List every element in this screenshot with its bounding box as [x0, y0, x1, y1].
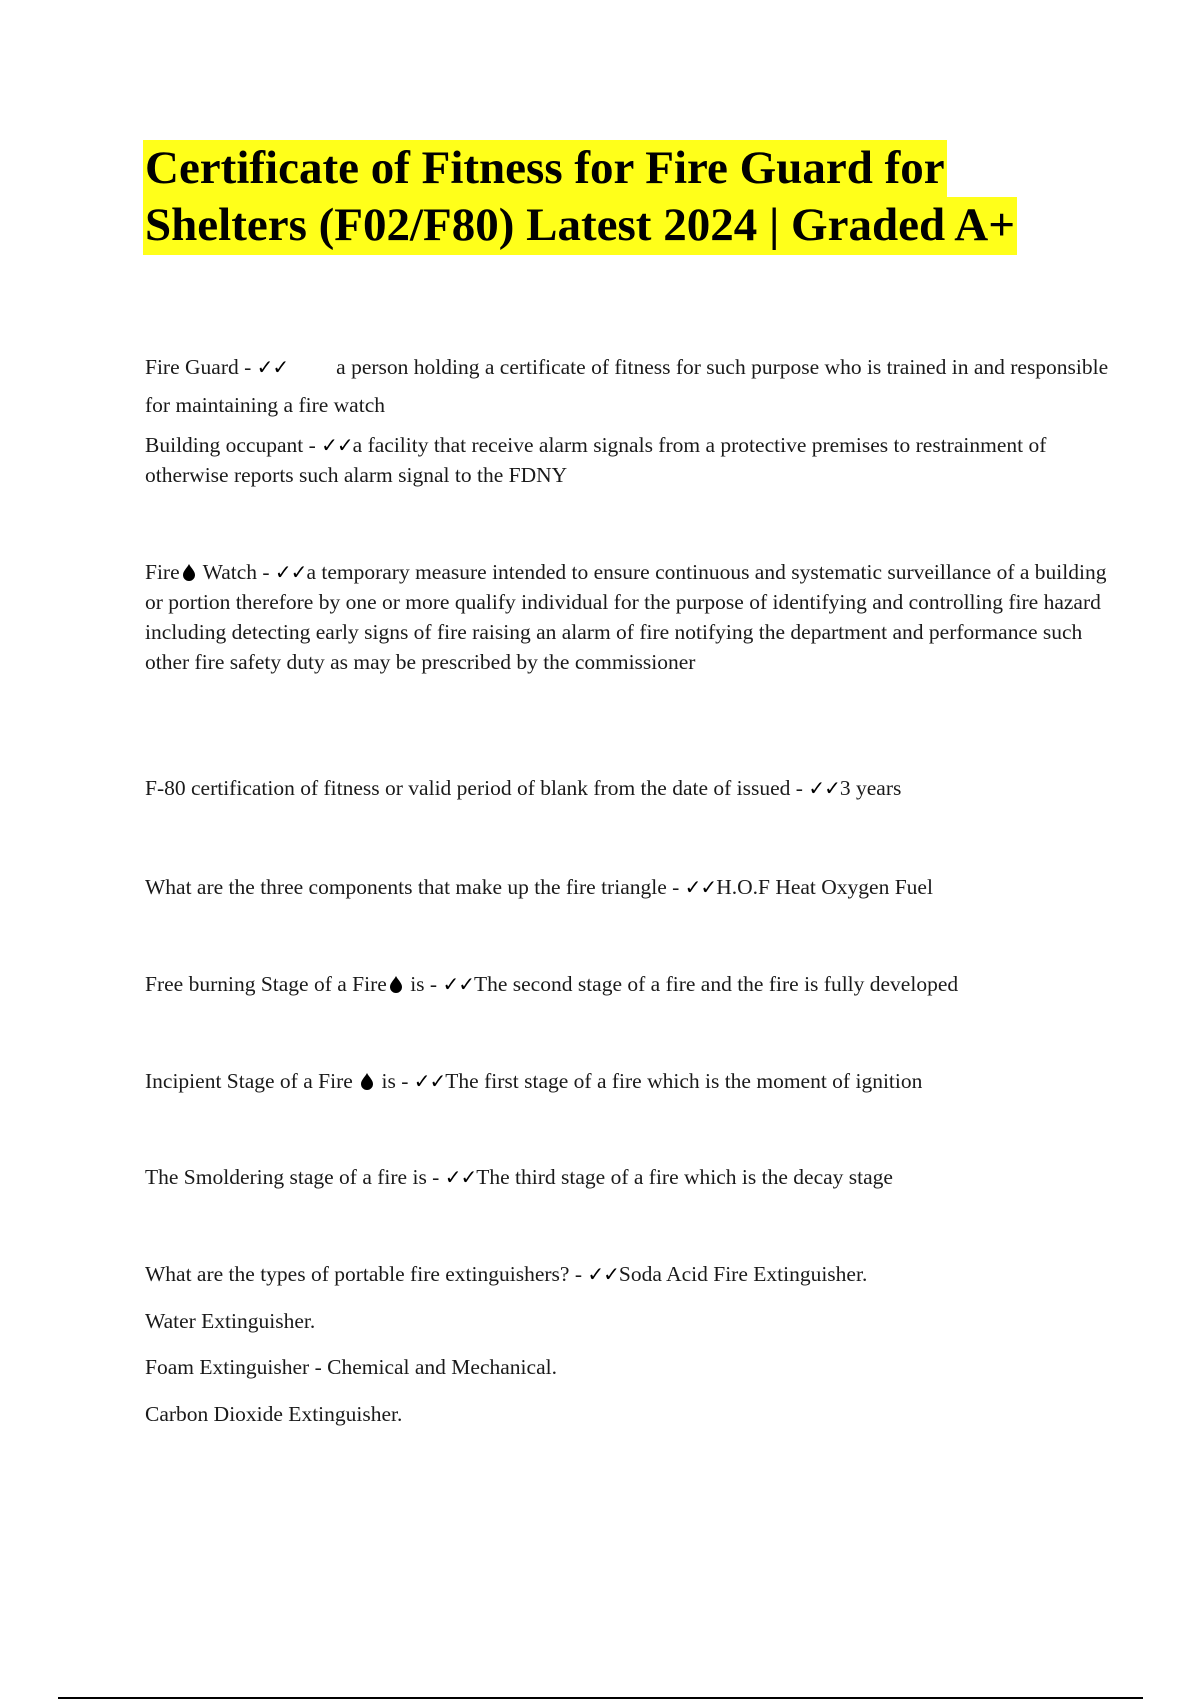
entry-term: Fire Guard -: [145, 355, 257, 379]
entry-term-before-icon: Incipient Stage of a Fire: [145, 1069, 359, 1093]
extinguisher-type-line: Foam Extinguisher - Chemical and Mechanical.: [145, 1355, 557, 1379]
entry-term: The Smoldering stage of a fire is -: [145, 1165, 445, 1189]
entry-term-before-icon: Fire: [145, 560, 180, 584]
check-icon: ✓✓: [684, 875, 717, 899]
extinguisher-type-line: Carbon Dioxide Extinguisher.: [145, 1402, 403, 1426]
entry-answer: Soda Acid Fire Extinguisher.: [618, 1262, 868, 1286]
fire-drop-icon: [182, 563, 196, 581]
entry-fire-guard: [145, 348, 1110, 424]
title-line-2: Shelters (F02/F80) Latest 2024 | Graded A+: [143, 197, 1017, 255]
fire-drop-icon: [389, 975, 403, 993]
check-icon: ✓✓: [413, 1069, 446, 1093]
entry-term: What are the three components that make up the fire triangle -: [145, 875, 685, 899]
entry-term: What are the types of portable fire extinguishers? -: [145, 1262, 588, 1286]
entry-incipient-stage: [145, 1066, 1110, 1096]
document-title: [143, 140, 1123, 254]
check-icon: ✓✓: [321, 433, 353, 457]
title-line-1: Certificate of Fitness for Fire Guard for: [143, 140, 947, 198]
entry-term-after-icon: is -: [376, 1069, 414, 1093]
entry-term-before-icon: Free burning Stage of a Fire: [145, 972, 387, 996]
entry-f80-validity: [145, 773, 1110, 803]
entry-answer: a person holding a certificate of fitness for such purpose who is trained in and responsible for maintaining a fire watch: [145, 355, 1109, 417]
entry-answer: H.O.F Heat Oxygen Fuel: [716, 875, 933, 899]
entry-answer: 3 years: [839, 776, 902, 800]
entry-answer: a temporary measure intended to ensure continuous and systematic surveillance of a building or portion therefore by one or more qualify individual for the purpose of identifying and controlling fire hazard including detecting early signs of fire raising an alarm of fire notifying the department and performance such other fire safety duty as may be prescribed by the commissioner: [145, 560, 1107, 674]
entry-term-after-icon: is -: [404, 972, 443, 996]
check-icon: ✓✓: [444, 1165, 477, 1189]
check-icon: ✓✓: [808, 776, 840, 800]
fire-drop-icon: [360, 1072, 374, 1090]
page-bottom-rule: [58, 1697, 1143, 1699]
check-icon: ✓✓: [442, 972, 474, 996]
entry-answer: The first stage of a fire which is the moment of ignition: [445, 1069, 923, 1093]
entry-free-burning-stage: [145, 969, 1110, 999]
entry-building-occupant: [145, 430, 1110, 490]
entry-fire-triangle: [145, 872, 1110, 902]
check-icon: ✓✓: [256, 355, 289, 379]
entry-term-after-icon: Watch -: [197, 560, 275, 584]
entry-term: F-80 certification of fitness or valid period of blank from the date of issued -: [145, 776, 809, 800]
entry-answer: a facility that receive alarm signals from a protective premises to restrainment of otherwise reports such alarm signal to the FDNY: [145, 433, 1047, 487]
entry-answer: The second stage of a fire and the fire is fully developed: [473, 972, 959, 996]
entry-term: Building occupant -: [145, 433, 322, 457]
entry-answer: The third stage of a fire which is the decay stage: [476, 1165, 893, 1189]
check-icon: ✓✓: [274, 560, 307, 584]
entry-fire-watch: [145, 557, 1110, 677]
entry-portable-extinguishers: [145, 1259, 1110, 1289]
extinguisher-type-line: Water Extinguisher.: [145, 1309, 316, 1333]
entry-smoldering-stage: [145, 1162, 1110, 1192]
check-icon: ✓✓: [587, 1262, 619, 1286]
